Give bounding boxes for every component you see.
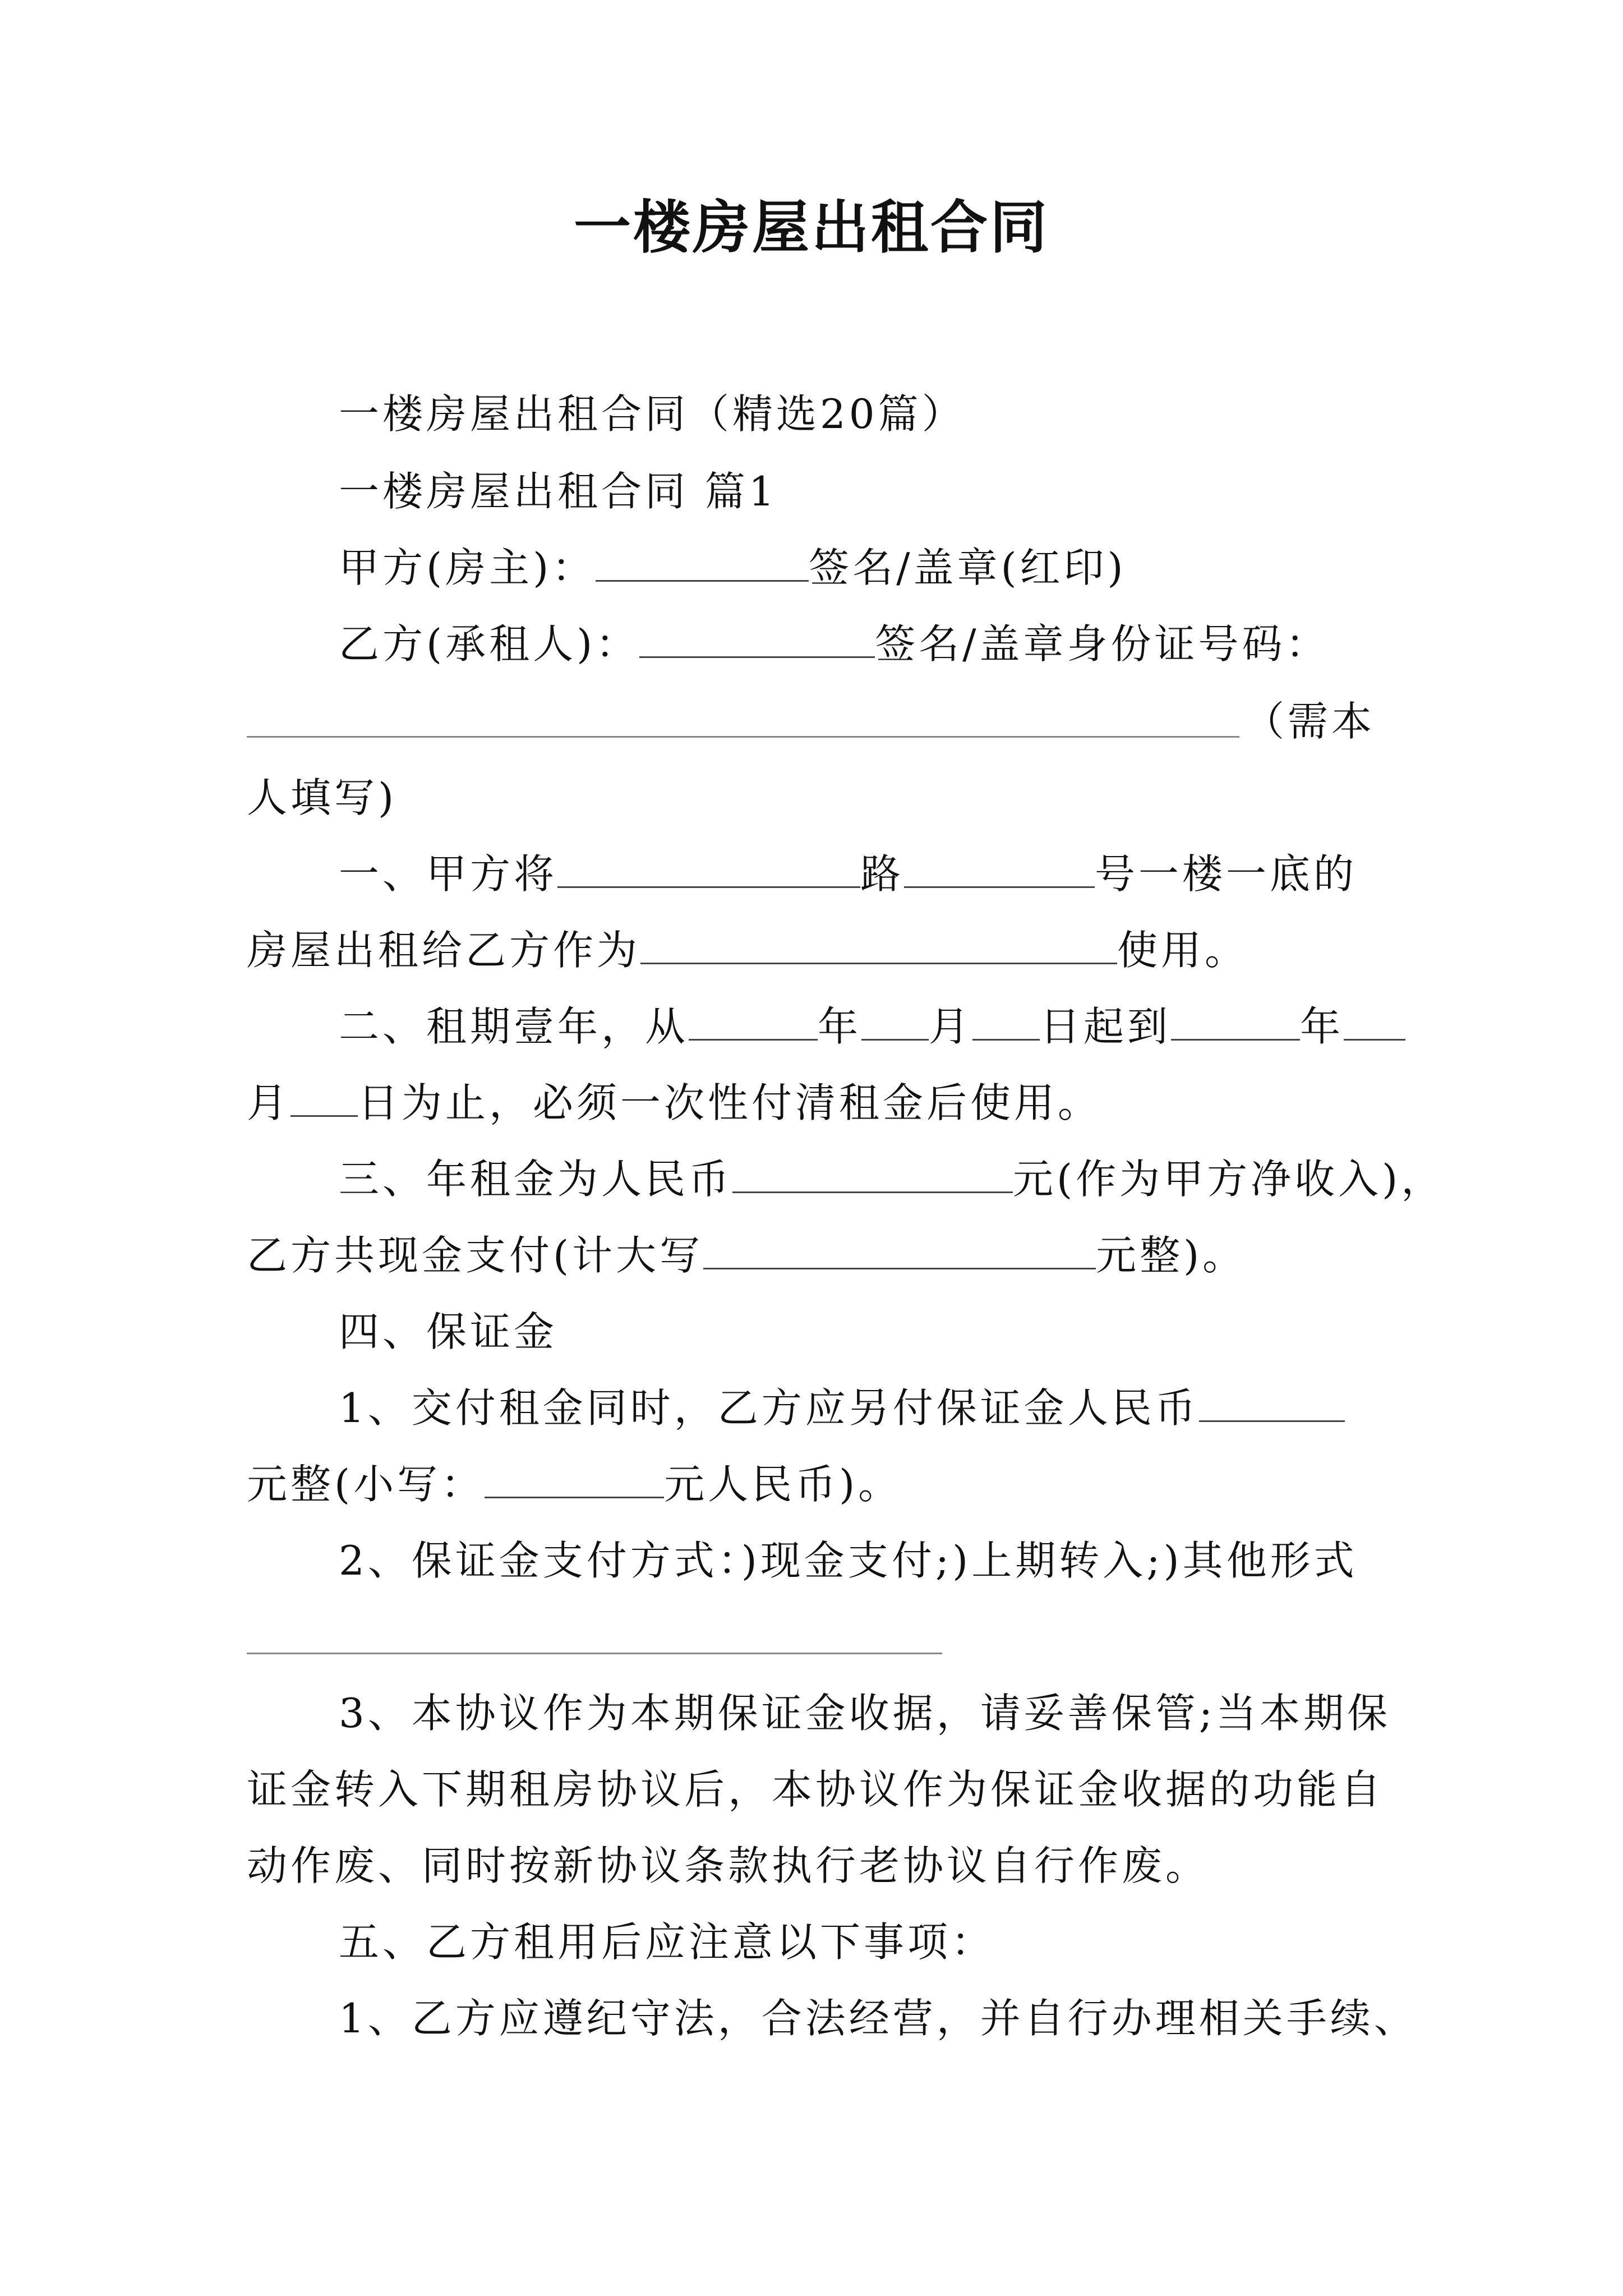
clause-1-line-2 xyxy=(247,922,1248,978)
usage-blank xyxy=(640,928,1117,964)
clause-4-heading: 四、保证金 xyxy=(339,1308,558,1355)
clause-2-line-2 xyxy=(247,1075,1101,1131)
clause-3-text-d: 元整)。 xyxy=(1096,1232,1247,1279)
clause-2-text-b: 年 xyxy=(818,1003,862,1050)
clause-4-3-line-3: 动作废、同时按新协议条款执行老协议自行作废。 xyxy=(247,1842,1210,1889)
start-day-blank xyxy=(972,1004,1040,1041)
id-note-start: （需本 xyxy=(1244,698,1376,745)
start-month-blank xyxy=(861,1004,929,1041)
end-month-blank-start xyxy=(1344,1004,1405,1041)
subtitle: 一楼房屋出租合同（精选20篇） xyxy=(339,390,966,438)
clause-2-text-a: 二、租期壹年，从 xyxy=(339,1003,689,1050)
clause-4-1-text-b: 元整(小写： xyxy=(247,1461,485,1508)
clause-5-heading: 五、乙方租用后应注意以下事项： xyxy=(339,1918,995,1966)
clause-2-text-f: 月 xyxy=(247,1079,291,1126)
clause-1-text-d: 房屋出租给乙方作为 xyxy=(247,927,641,974)
clause-1-text-c: 号一楼一底的 xyxy=(1095,850,1358,898)
rent-words-blank xyxy=(703,1233,1096,1269)
clause-3-line xyxy=(339,1151,1445,1207)
party-a-blank xyxy=(596,545,809,582)
clause-2-text-e: 年 xyxy=(1300,1003,1344,1050)
clause-3-text-a: 三、年租金为人民币 xyxy=(339,1156,733,1203)
road-blank xyxy=(557,852,860,888)
party-b-line xyxy=(339,616,1329,672)
id-number-blank xyxy=(247,736,1239,738)
clause-5-1-line: 1、乙方应遵纪守法，合法经营，并自行办理相关手续、 xyxy=(339,1995,1418,2042)
clause-1-text-b: 路 xyxy=(860,850,905,898)
end-day-blank xyxy=(291,1080,358,1117)
document-title: 一楼房屋出租合同 xyxy=(574,194,1049,261)
clause-3-line-2 xyxy=(247,1227,1246,1283)
id-note-end: 人填写) xyxy=(247,774,398,821)
party-a-label: 甲方(房主)： xyxy=(339,544,596,591)
clause-4-1-text-c: 元人民币)。 xyxy=(664,1461,902,1508)
clause-3-text-c: 乙方共现金支付(计大写 xyxy=(247,1232,704,1279)
party-b-blank xyxy=(639,622,875,658)
clause-4-1-line-2 xyxy=(247,1456,902,1512)
party-a-line xyxy=(339,540,1127,596)
deposit-small-blank xyxy=(485,1462,664,1498)
clause-1-line xyxy=(339,846,1357,902)
clause-2-text-d: 日起到 xyxy=(1040,1003,1172,1050)
clause-2-text-c: 月 xyxy=(929,1003,973,1050)
party-a-sign-label: 签名/盖章(红印) xyxy=(809,544,1127,591)
clause-4-1-line xyxy=(339,1380,1345,1436)
clause-4-1-text-a: 1、交付租金同时，乙方应另付保证金人民币 xyxy=(339,1384,1199,1432)
rent-amount-blank xyxy=(732,1157,1013,1193)
clause-4-2-line: 2、保证金支付方式：)现金支付;)上期转入;)其他形式 xyxy=(339,1537,1358,1584)
clause-1-text-a: 一、甲方将 xyxy=(339,850,558,898)
start-year-blank xyxy=(689,1004,818,1041)
clause-2-line xyxy=(339,999,1405,1055)
party-b-label: 乙方(承租人)： xyxy=(339,620,640,668)
clause-2-text-g: 日为止，必须一次性付清租金后使用。 xyxy=(358,1079,1102,1126)
section-heading: 一楼房屋出租合同 篇1 xyxy=(339,468,778,515)
clause-1-text-e: 使用。 xyxy=(1117,927,1249,974)
party-b-sign-label: 签名/盖章身份证号码： xyxy=(875,620,1330,668)
deposit-amount-blank xyxy=(1199,1386,1345,1422)
number-blank xyxy=(904,852,1095,888)
clause-4-3-line-2: 证金转入下期租房协议后，本协议作为保证金收据的功能自 xyxy=(247,1766,1385,1813)
clause-4-3-line-1: 3、本协议作为本期保证金收据，请妥善保管;当本期保 xyxy=(339,1690,1391,1737)
other-form-blank xyxy=(247,1653,942,1654)
clause-3-text-b: 元(作为甲方净收入)， xyxy=(1013,1156,1445,1203)
end-year-blank xyxy=(1171,1004,1300,1041)
